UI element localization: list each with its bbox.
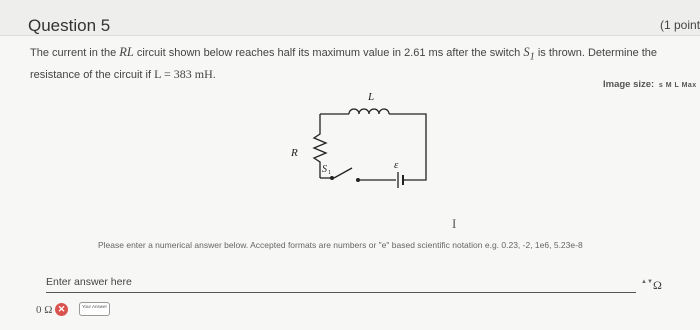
answer-unit: Ω xyxy=(653,278,662,292)
emf-label: ε xyxy=(394,159,399,171)
image-size-label: Image size: xyxy=(603,79,655,90)
answer-input[interactable] xyxy=(46,271,636,293)
switch-lever xyxy=(334,168,352,178)
inductor-label: L xyxy=(368,91,375,103)
switch-label: S xyxy=(322,164,327,175)
resistor-label: R xyxy=(291,147,298,159)
question-text: The current in the RL circuit shown below reaches half its maximum value in 2.61 ms after the switch $S_1$ is thrown. Determine the resistance of the circuit if L = 383 mH. xyxy=(30,45,658,81)
switch-contact xyxy=(356,178,360,182)
inductor-coil xyxy=(349,109,389,114)
inductance-equation: L = 383 mH xyxy=(154,66,213,81)
answer-instructions: Please enter a numerical answer below. Accepted formats are numbers or "e" based scientific notation e.g. 0.23, -2, 1e6, 5.23e-8 xyxy=(98,240,583,250)
points-label: (1 point xyxy=(660,18,700,32)
rl-circuit-diagram xyxy=(280,88,440,198)
image-size-control xyxy=(603,79,697,90)
question-header xyxy=(0,0,700,36)
switch-pivot xyxy=(330,176,334,180)
question-title: Question 5 xyxy=(28,16,111,35)
your-answer-button[interactable]: Your Answer xyxy=(79,302,110,316)
text-cursor-icon: I xyxy=(452,216,457,231)
rl-symbol: RL xyxy=(119,45,134,59)
spinner-icon[interactable]: ▲▼ xyxy=(641,279,653,285)
switch-symbol: $S_1$ xyxy=(523,45,535,63)
image-size-options[interactable]: s M L Max xyxy=(658,82,697,89)
incorrect-icon: ✕ xyxy=(55,303,68,316)
switch-label-subscript: 1 xyxy=(328,170,331,176)
previous-answer-value: 0 Ω xyxy=(36,304,53,316)
